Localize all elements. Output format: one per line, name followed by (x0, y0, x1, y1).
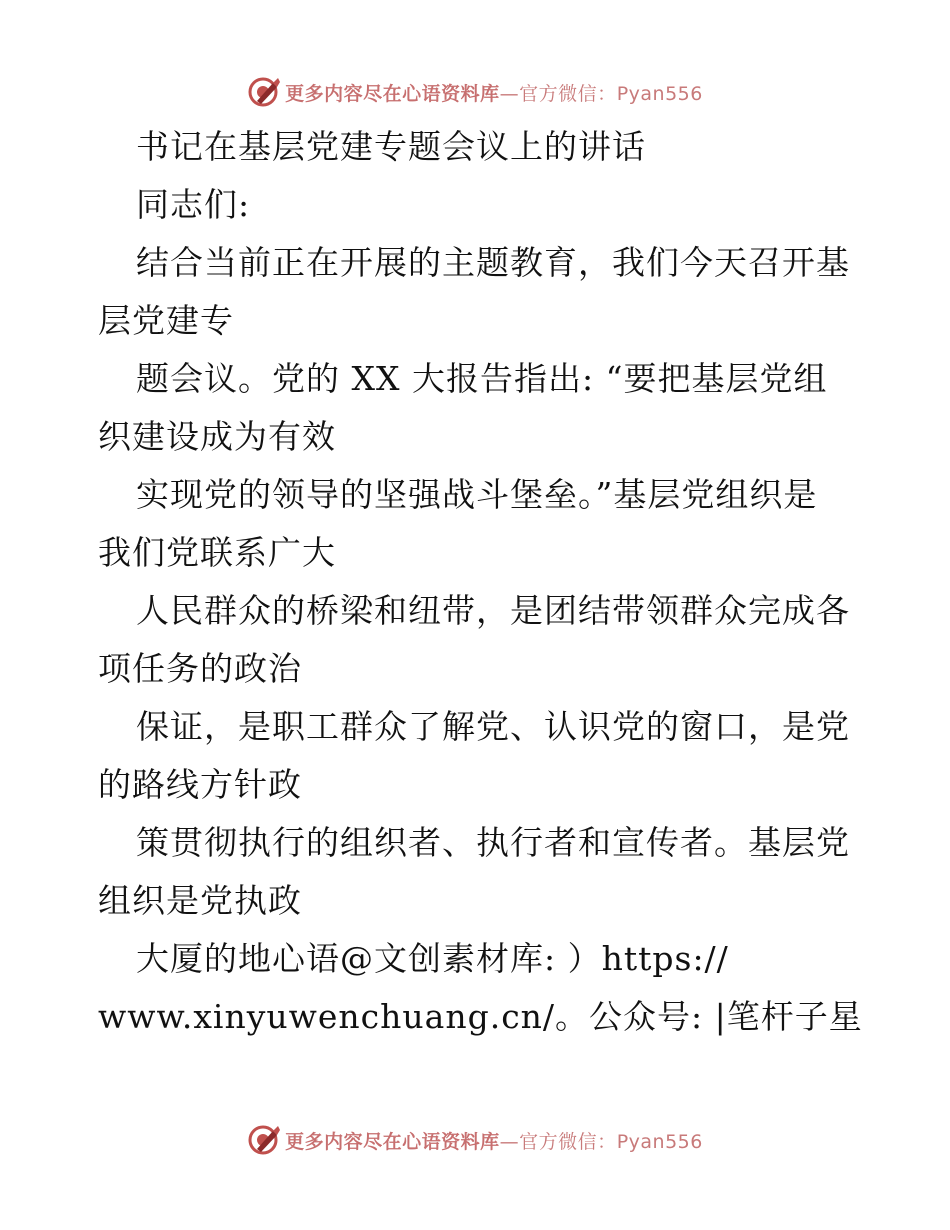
document-body (98, 118, 863, 1046)
paragraph-line: 保证，是职工群众了解党、认识党的窗口，是党 (136, 707, 850, 746)
document-title: 书记在基层党建专题会议上的讲话 (136, 127, 646, 166)
paragraph-line: 织建设成为有效 (98, 417, 336, 456)
paragraph-line: 组织是党执政 (98, 881, 302, 920)
banner-text (285, 1127, 703, 1154)
banner-label: 官方微信： (519, 82, 617, 105)
header-banner (0, 72, 950, 112)
footer-banner (0, 1120, 950, 1160)
paragraph-line: 的路线方针政 (98, 765, 302, 804)
paragraph-line: 策贯彻执行的组织者、执行者和宣传者。基层党 (136, 823, 850, 862)
banner-dash: — (499, 1130, 520, 1153)
wechat-id: Pyan556 (616, 1130, 703, 1153)
wechat-id: Pyan556 (616, 82, 703, 105)
logo-icon (247, 1123, 281, 1157)
banner-label: 官方微信： (519, 1130, 617, 1153)
logo-icon (247, 75, 281, 109)
paragraph-line: 人民群众的桥梁和纽带，是团结带领群众完成各 (136, 591, 850, 630)
paragraph-line: 层党建专 (98, 301, 234, 340)
banner-main-text: 更多内容尽在心语资料库 (285, 1130, 500, 1153)
paragraph-line: 项任务的政治 (98, 649, 302, 688)
paragraph-line: 我们党联系广大 (98, 533, 336, 572)
salutation: 同志们: (136, 185, 251, 224)
paragraph-line: www.xinyuwenchuang.cn/。公众号: |笔杆子星 (98, 997, 863, 1036)
paragraph-line: 大厦的地心语@文创素材库: ）https:// (136, 939, 729, 978)
paragraph-line: 实现党的领导的坚强战斗堡垒。”基层党组织是 (136, 475, 818, 514)
paragraph-line: 题会议。党的 XX 大报告指出: “要把基层党组 (136, 359, 828, 398)
banner-dash: — (499, 82, 520, 105)
banner-main-text: 更多内容尽在心语资料库 (285, 82, 500, 105)
banner-text (285, 79, 703, 106)
paragraph-line: 结合当前正在开展的主题教育，我们今天召开基 (136, 243, 850, 282)
